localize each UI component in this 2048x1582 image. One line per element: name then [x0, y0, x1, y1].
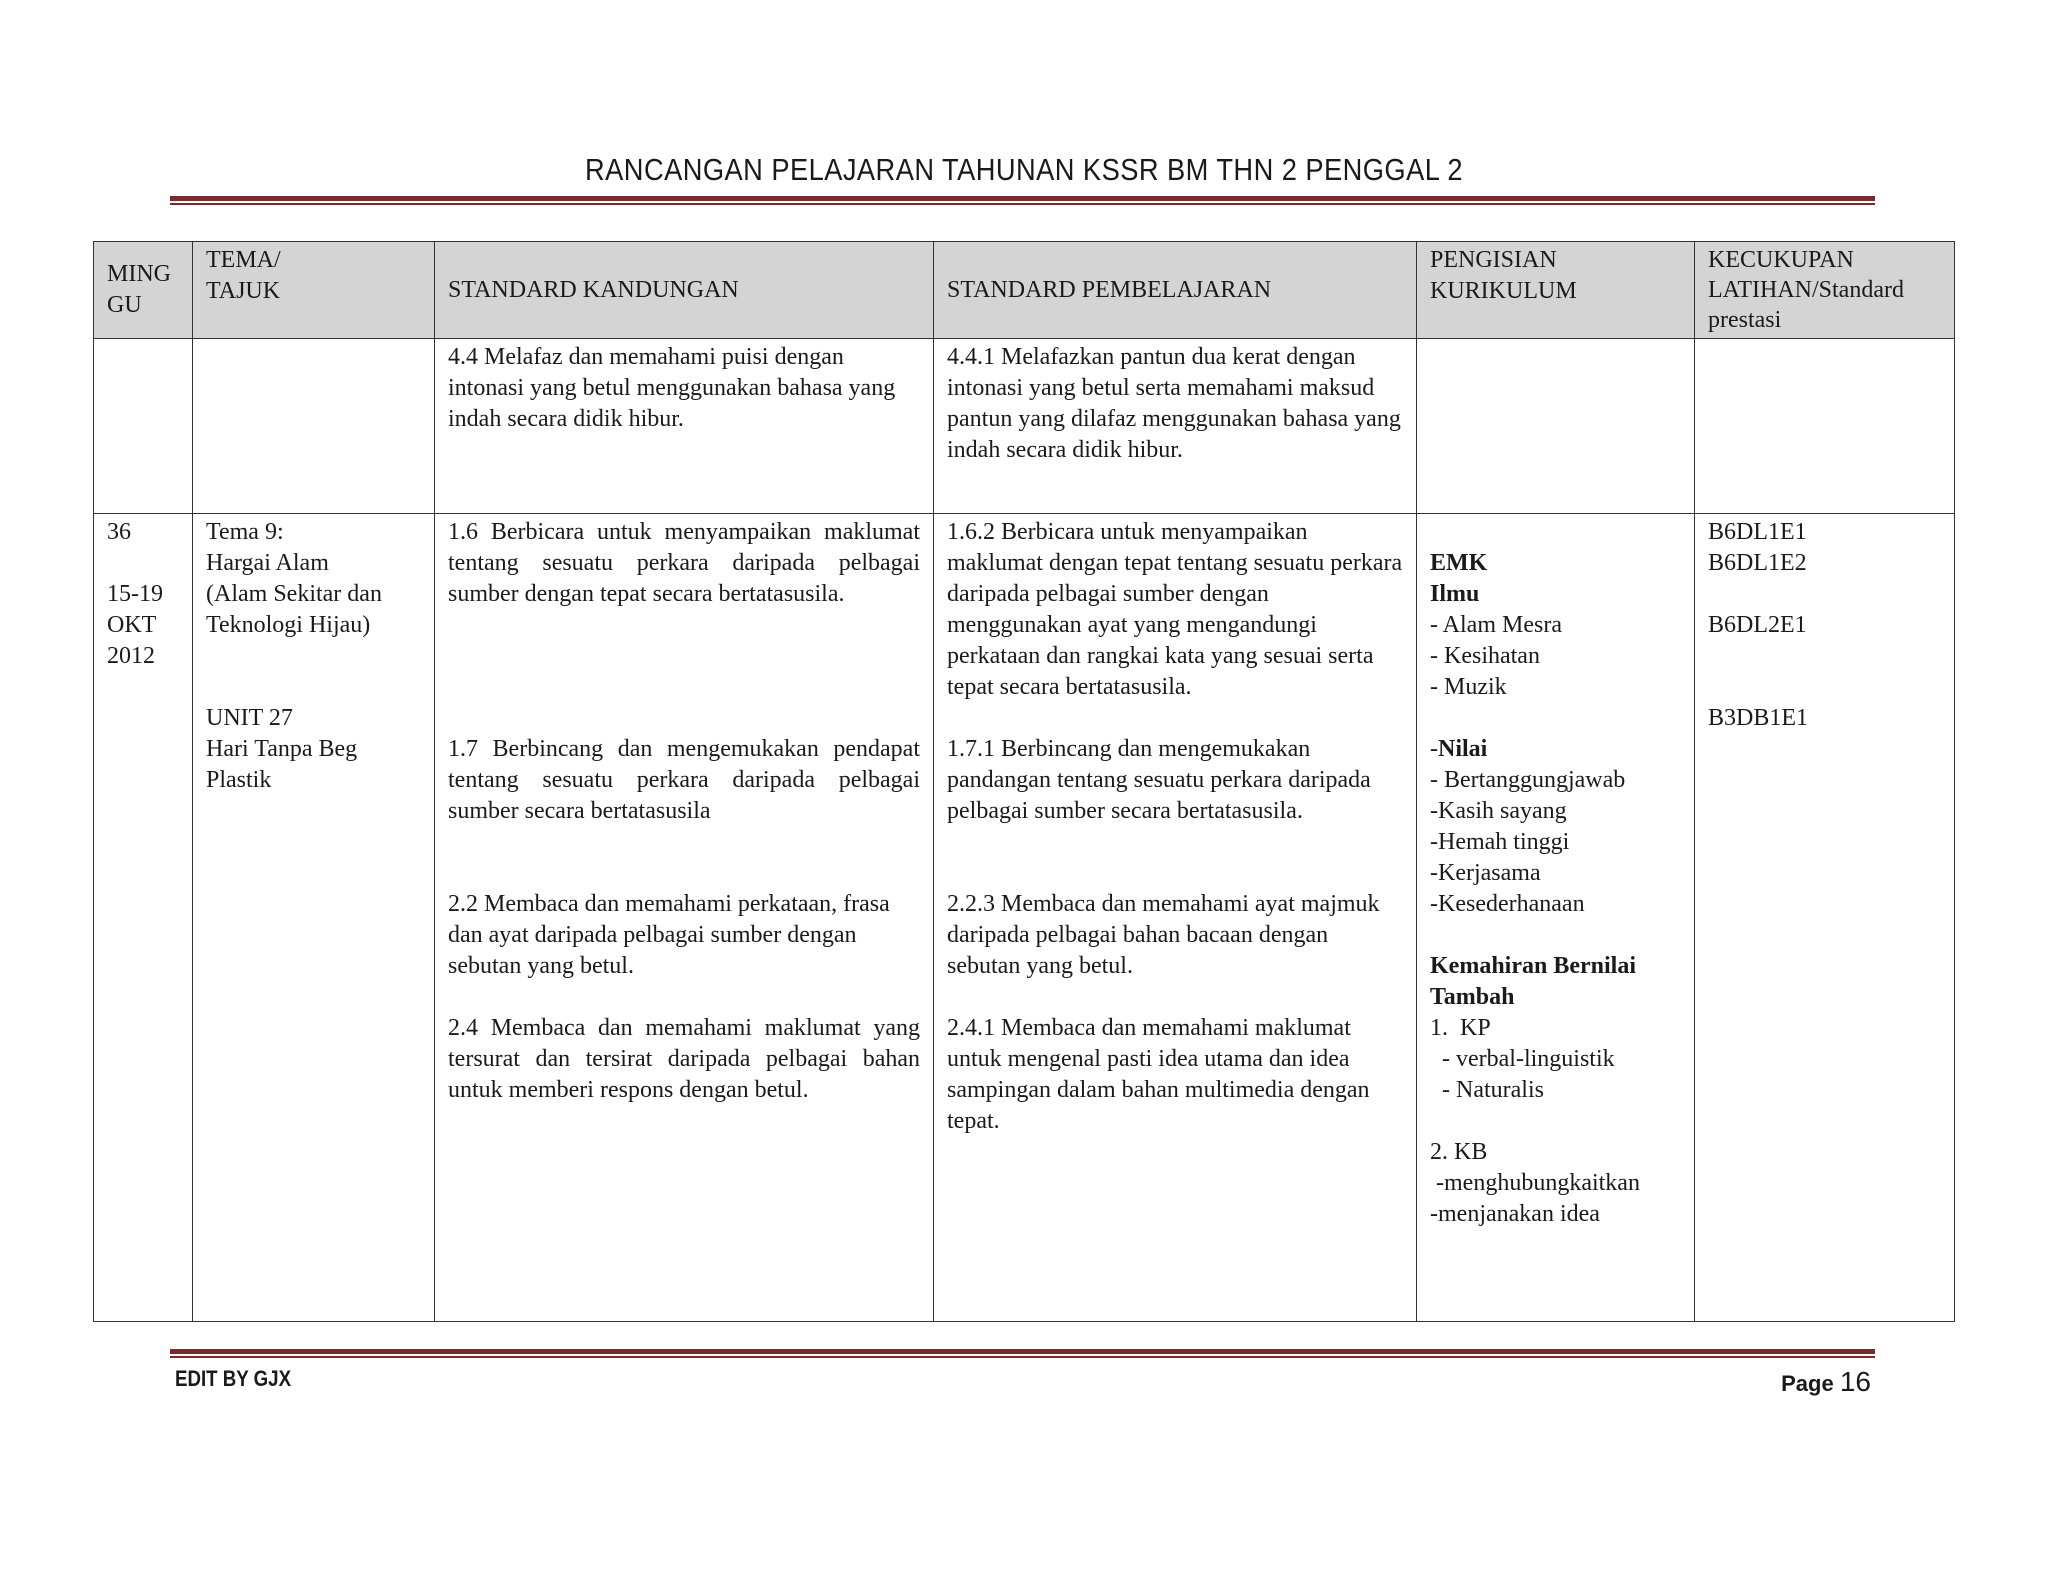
- kandungan-item: 2.2 Membaca dan memahami perkataan, frasa dan ayat daripada pelbagai sumber dengan sebutan yang betul.: [448, 891, 890, 979]
- nilai-heading: -Nilai: [1430, 736, 1488, 762]
- cell-pengisian: [1417, 514, 1695, 1322]
- header-pembelajaran: STANDARD PEMBELAJARAN: [934, 242, 1417, 339]
- tema-line: Teknologi Hijau): [206, 612, 371, 638]
- table-row: [94, 339, 1955, 514]
- nilai-item: -Kesederhanaan: [1430, 891, 1585, 917]
- tema-line: Hargai Alam: [206, 550, 329, 576]
- kbt-item: 2. KB: [1430, 1139, 1488, 1165]
- nilai-item: - Bertanggungjawab: [1430, 767, 1626, 793]
- nilai-item: -Kasih sayang: [1430, 798, 1567, 824]
- footer-divider: [170, 1349, 1875, 1358]
- emk-heading: EMK: [1430, 550, 1488, 576]
- tema-line: (Alam Sekitar dan: [206, 581, 382, 607]
- pembelajaran-item: 2.2.3 Membaca dan memahami ayat majmuk daripada pelbagai bahan bacaan dengan sebutan yang betul.: [947, 891, 1380, 979]
- header-divider: [170, 196, 1875, 205]
- unit-line: Hari Tanpa Beg: [206, 736, 358, 762]
- cell-kecukupan: [1695, 339, 1955, 514]
- nilai-item: -Hemah tinggi: [1430, 829, 1570, 855]
- pembelajaran-item: 1.7.1 Berbincang dan mengemukakan pandangan tentang sesuatu perkara daripada pelbagai sumber secara bertatasusila.: [947, 736, 1371, 824]
- cell-pembelajaran: [934, 514, 1417, 1322]
- ilmu-item: - Alam Mesra: [1430, 612, 1562, 638]
- pembelajaran-item: 1.6.2 Berbicara untuk menyampaikan maklumat dengan tepat tentang sesuatu perkara daripada pelbagai sumber dengan menggunakan ayat yang mengandungi perkataan dan rangkai kata yang sesuai serta tepat secara bertatasusila.: [947, 519, 1403, 700]
- cell-tema: [193, 514, 435, 1322]
- ilmu-item: - Muzik: [1430, 674, 1507, 700]
- nilai-item: -Kerjasama: [1430, 860, 1541, 886]
- date-range: 15-19: [107, 581, 163, 607]
- header-tema: TEMA/ TAJUK: [193, 242, 435, 339]
- date-month: OKT: [107, 612, 157, 638]
- week-number: 36: [107, 519, 131, 545]
- header-minggu: MING GU: [94, 242, 193, 339]
- kbt-item: - verbal-linguistik: [1430, 1046, 1615, 1072]
- kbt-item: -menghubungkaitkan: [1430, 1170, 1640, 1196]
- table-header-row: [94, 242, 1955, 339]
- header-kandungan: STANDARD KANDUNGAN: [435, 242, 934, 339]
- footer-credit: EDIT BY GJX: [175, 1366, 292, 1391]
- kandungan-item: 2.4 Membaca dan memahami maklumat yang tersurat dan tersirat daripada pelbagai bahan untuk memberi respons dengan betul.: [448, 1015, 920, 1103]
- cell-minggu: [94, 339, 193, 514]
- kbt-item: - Naturalis: [1430, 1077, 1544, 1103]
- table-row: [94, 514, 1955, 1322]
- header-pengisian: PENGISIAN KURIKULUM: [1417, 242, 1695, 339]
- unit-line: UNIT 27: [206, 705, 293, 731]
- prestasi-code: B6DL2E1: [1708, 612, 1807, 638]
- date-year: 2012: [107, 643, 155, 669]
- prestasi-code: B6DL1E1: [1708, 519, 1807, 545]
- cell-kandungan: 4.4 Melafaz dan memahami puisi dengan intonasi yang betul menggunakan bahasa yang indah secara didik hibur.: [435, 339, 934, 514]
- ilmu-item: - Kesihatan: [1430, 643, 1540, 669]
- pembelajaran-item: 2.4.1 Membaca dan memahami maklumat untuk mengenal pasti idea utama dan idea sampingan dalam bahan multimedia dengan tepat.: [947, 1015, 1370, 1134]
- cell-pembelajaran: 4.4.1 Melafazkan pantun dua kerat dengan intonasi yang betul serta memahami maksud pantun yang dilafaz menggunakan bahasa yang indah secara didik hibur.: [934, 339, 1417, 514]
- kandungan-item: 1.7 Berbincang dan mengemukakan pendapat tentang sesuatu perkara daripada pelbagai sumber secara bertatasusila: [448, 736, 920, 824]
- prestasi-code: B3DB1E1: [1708, 705, 1809, 731]
- kbt-heading: Tambah: [1430, 984, 1515, 1010]
- cell-pengisian: [1417, 339, 1695, 514]
- page-number: Page 16: [1781, 1366, 1871, 1397]
- unit-line: Plastik: [206, 767, 272, 793]
- kbt-item: -menjanakan idea: [1430, 1201, 1600, 1227]
- ilmu-heading: Ilmu: [1430, 581, 1480, 607]
- tema-line: Tema 9:: [206, 519, 284, 545]
- kandungan-item: 1.6 Berbicara untuk menyampaikan maklumat tentang sesuatu perkara daripada pelbagai sumber dengan tepat secara bertatasusila.: [448, 519, 920, 607]
- header-kecukupan: KECUKUPAN LATIHAN/Standard prestasi: [1695, 242, 1955, 339]
- kbt-item: 1. KP: [1430, 1015, 1491, 1041]
- lesson-plan-table: [93, 241, 1955, 1322]
- kbt-heading: Kemahiran Bernilai: [1430, 953, 1636, 979]
- cell-minggu: [94, 514, 193, 1322]
- cell-kandungan: [435, 514, 934, 1322]
- cell-kecukupan: [1695, 514, 1955, 1322]
- page-title: RANCANGAN PELAJARAN TAHUNAN KSSR BM THN 2 PENGGAL 2: [585, 152, 1463, 187]
- prestasi-code: B6DL1E2: [1708, 550, 1807, 576]
- cell-tema: [193, 339, 435, 514]
